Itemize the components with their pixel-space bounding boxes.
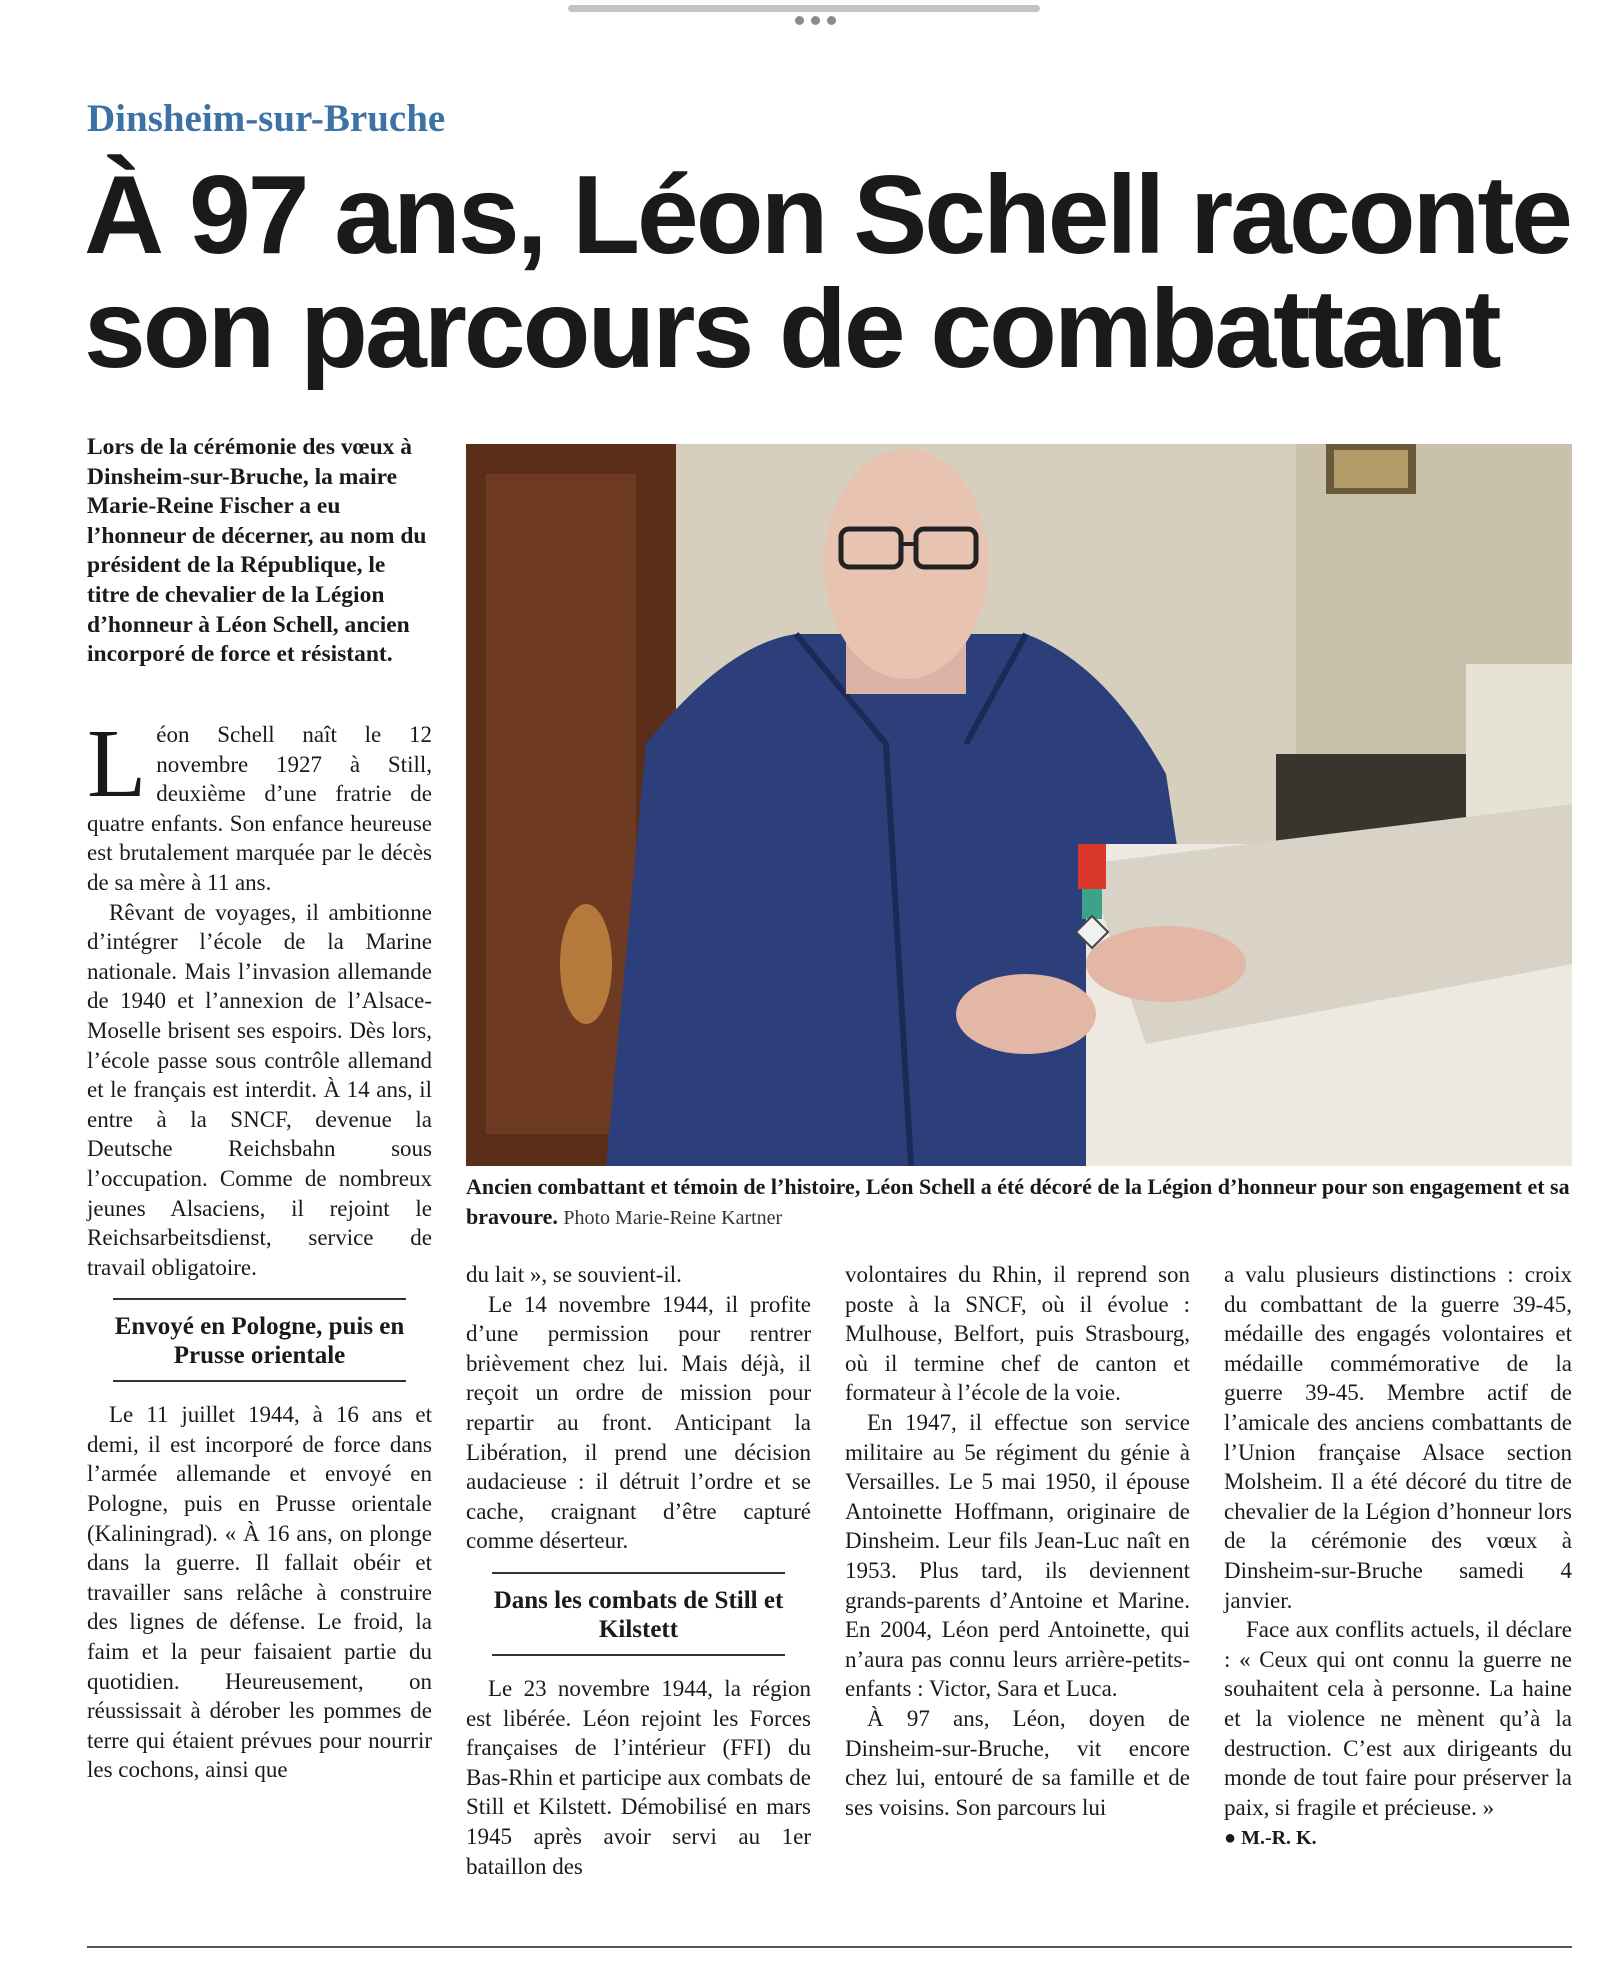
article-photo (466, 444, 1572, 1166)
paragraph: Le 14 novembre 1944, il profite d’une permission pour rentrer brièvement chez lui. Mais déjà, il reçoit un ordre de mission pour repartir au front. Anticipant la Libération, il prend une décision audacieuse : il détruit l’ordre et se cache, craignant d’être capturé comme déserteur. (466, 1291, 811, 1554)
paragraph: du lait », se souvient-il. (466, 1262, 682, 1287)
paragraph: a valu plusieurs distinctions : croix du combattant de la guerre 39-45, médaille des engagés volontaires et médaille commémorative de la guerre 39-45. Membre actif de l’amicale des anciens combattants de l’Union française Alsace section Molsheim. Il a été décoré du titre de chevalier de la Légion d’honneur lors de la cérémonie des vœux à Dinsheim-sur-Bruche samedi 4 janvier. (1224, 1262, 1572, 1613)
article-kicker: Dinsheim-sur-Bruche (87, 97, 446, 140)
paragraph: Rêvant de voyages, il ambitionne d’intégrer l’école de la Marine nationale. Mais l’invasion allemande de 1940 et l’annexion de l’Alsace-Moselle brisent ses espoirs. Dès lors, l’école passe sous contrôle allemand et le français est interdit. À 14 ans, il entre à la SNCF, devenue la Deutsche Reichsbahn sous l’occupation. Comme de nombreux jeunes Alsaciens, il rejoint le Reichsarbeitsdienst, service de travail obligatoire. (87, 899, 432, 1280)
caption-text: Ancien combattant et témoin de l’histoire, Léon Schell a été décoré de la Légion d’honneur pour son engagement et sa bravoure. (466, 1174, 1570, 1229)
paragraph: En 1947, il effectue son service militaire au 5e régiment du génie à Versailles. Le 5 mai 1950, il épouse Antoinette Hoffmann, originaire de Dinsheim. Leur fils Jean-Luc naît en 1953. Plus tard, ils deviennent grands-parents d’Antoine et Marine. En 2004, Léon perd Antoinette, qui n’aura pas connu leurs arrière-petits-enfants : Victor, Sara et Luca. (845, 1409, 1190, 1702)
article-headline (84, 153, 1584, 391)
paragraph: volontaires du Rhin, il reprend son poste à la SNCF, où il évolue : Mulhouse, Belfort, puis Strasbourg, où il termine chef de canton et formateur à l’école de la voie. (845, 1262, 1190, 1406)
paragraph: Le 11 juillet 1944, à 16 ans et demi, il est incorporé de force dans l’armée allemande et envoyé en Pologne, puis en Prusse orientale (Kaliningrad). « À 16 ans, on plonge dans la guerre. Il fallait obéir et travailler sans relâche à construire des lignes de défense. Le froid, la faim et la peur faisaient partie du quotidien. Heureusement, on réussissait à dérober les pommes de terre qui étaient prévues pour nourrir les cochons, ainsi que (87, 1402, 432, 1783)
signature-line (1224, 1822, 1572, 1854)
headline-line-2: son parcours de combattant (84, 267, 1499, 391)
drop-cap: L (87, 710, 147, 817)
photo-caption (466, 1172, 1581, 1233)
article-lead: Lors de la cérémonie des vœux à Dinsheim-sur-Bruche, la maire Marie-Reine Fischer a eu l’honneur de décerner, au nom du président de la République, le titre de chevalier de la Légion d’honneur à Léon Schell, ancien incorporé de force et résistant. (87, 434, 427, 668)
subheading: Envoyé en Pologne, puis en Prusse orientale (113, 1298, 406, 1382)
headline-line-1: À 97 ans, Léon Schell raconte (84, 153, 1571, 277)
more-dots-icon[interactable] (795, 16, 845, 28)
paragraph: À 97 ans, Léon, doyen de Dinsheim-sur-Bruche, vit encore chez lui, entouré de sa famille et de ses voisins. Son parcours lui (845, 1705, 1190, 1820)
photo-veteran-image (466, 444, 1572, 1166)
column-4 (1224, 1260, 1572, 1854)
paragraph: Le 23 novembre 1944, la région est libérée. Léon rejoint les Forces françaises de l’intérieur (FFI) du Bas-Rhin et participe aux combats de Still et Kilstett. Démobilisé en mars 1945 après avoir servi au 1er bataillon des (466, 1675, 811, 1879)
column-2 (466, 1260, 811, 1881)
drag-handle[interactable] (568, 5, 1040, 12)
photo-credit: Photo Marie-Reine Kartner (563, 1207, 783, 1229)
paragraph: Face aux conflits actuels, il déclare : « Ceux qui ont connu la guerre ne souhaitent cela à personne. La haine et la violence ne mènent qu’à la destruction. C’est aux dirigeants du monde de tout faire pour préserver la paix, si fragile et précieuse. » (1224, 1617, 1572, 1820)
column-1 (87, 710, 432, 1785)
column-3 (845, 1260, 1190, 1822)
subheading: Dans les combats de Still et Kilstett (492, 1572, 785, 1656)
author-signature: ● M.-R. K. (1224, 1827, 1317, 1850)
bottom-rule (87, 1946, 1572, 1948)
paragraph: Léon Schell naît le 12 novembre 1927 à Still, deuxième d’une fratrie de quatre enfants. Son enfance heureuse est brutalement marquée par le décès de sa mère à 11 ans. (87, 710, 432, 895)
